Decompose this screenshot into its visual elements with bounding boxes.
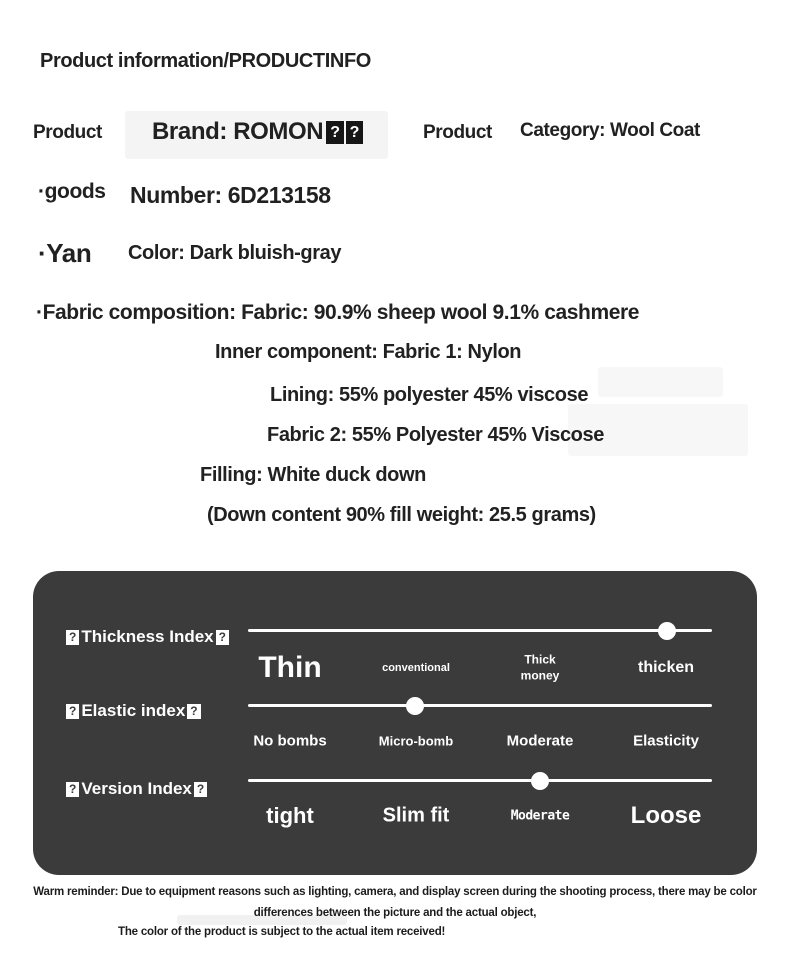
lining-line: Lining: 55% polyester 45% viscose — [270, 384, 589, 406]
version-option-slim-fit: Slim fit — [382, 804, 450, 827]
missing-glyph-box: ? — [216, 630, 229, 645]
down-content-line: (Down content 90% fill weight: 25.5 grams) — [207, 504, 596, 526]
elastic-option-moderate: Moderate — [506, 732, 574, 750]
watermark-artifact — [598, 367, 723, 397]
thickness-slider-handle — [658, 622, 676, 640]
fabric-composition-line: ·Fabric composition: Fabric: 90.9% sheep wool 9.1% cashmere — [36, 301, 640, 324]
missing-glyph-box: ? — [66, 704, 79, 719]
warm-reminder-text: Warm reminder: Due to equipment reasons such as lighting, camera, and display screen during the shooting process, there may be color differences between the picture and the actual object, — [33, 886, 757, 920]
thickness-slider-track — [248, 629, 712, 632]
thickness-index-label — [64, 627, 231, 647]
version-slider-handle — [531, 772, 549, 790]
missing-glyph-box: ? — [187, 704, 200, 719]
elastic-slider-handle — [406, 697, 424, 715]
goods-label: ·goods — [38, 180, 106, 203]
category-line: Category: Wool Coat — [520, 120, 700, 141]
yan-label: ·Yan — [38, 238, 92, 268]
brand-text: Brand: ROMON — [152, 118, 324, 145]
missing-glyph-box: ? — [346, 121, 363, 144]
page-title: Product information/PRODUCTINFO — [40, 50, 371, 72]
thickness-option-thin: Thin — [258, 651, 322, 684]
color-disclaimer-text: The color of the product is subject to the actual item received! — [118, 926, 446, 938]
number-line: Number: 6D213158 — [130, 182, 331, 208]
elastic-index-label — [64, 701, 203, 721]
slider-title: Thickness Index — [81, 627, 214, 646]
elastic-option-micro-bomb: Micro-bomb — [378, 733, 454, 749]
product-label-right: Product — [423, 122, 492, 143]
elastic-slider-track — [248, 704, 712, 707]
elastic-option-elasticity: Elasticity — [633, 732, 699, 750]
slider-title: Elastic index — [81, 701, 186, 720]
filling-line: Filling: White duck down — [200, 464, 426, 486]
version-option-moderate: Moderate — [510, 808, 570, 824]
version-option-loose: Loose — [630, 802, 702, 829]
thickness-option-conventional: conventional — [382, 662, 450, 674]
missing-glyph-box: ? — [326, 121, 343, 144]
slider-title: Version Index — [81, 779, 192, 798]
inner-component-line: Inner component: Fabric 1: Nylon — [215, 341, 522, 363]
version-slider-track — [248, 779, 712, 782]
index-panel — [33, 571, 757, 875]
brand-line — [152, 118, 363, 146]
version-option-tight: tight — [266, 803, 314, 828]
elastic-option-no-bombs: No bombs — [253, 732, 327, 750]
missing-glyph-box: ? — [194, 782, 207, 797]
missing-glyph-box: ? — [66, 630, 79, 645]
product-label-left: Product — [33, 122, 102, 143]
missing-glyph-box: ? — [66, 782, 79, 797]
thickness-option-thicken: thicken — [637, 659, 695, 676]
version-index-label — [64, 779, 209, 799]
fabric2-line: Fabric 2: 55% Polyester 45% Viscose — [267, 424, 604, 446]
color-line: Color: Dark bluish-gray — [128, 242, 342, 264]
thickness-option-thick-money: Thick money — [520, 652, 560, 682]
